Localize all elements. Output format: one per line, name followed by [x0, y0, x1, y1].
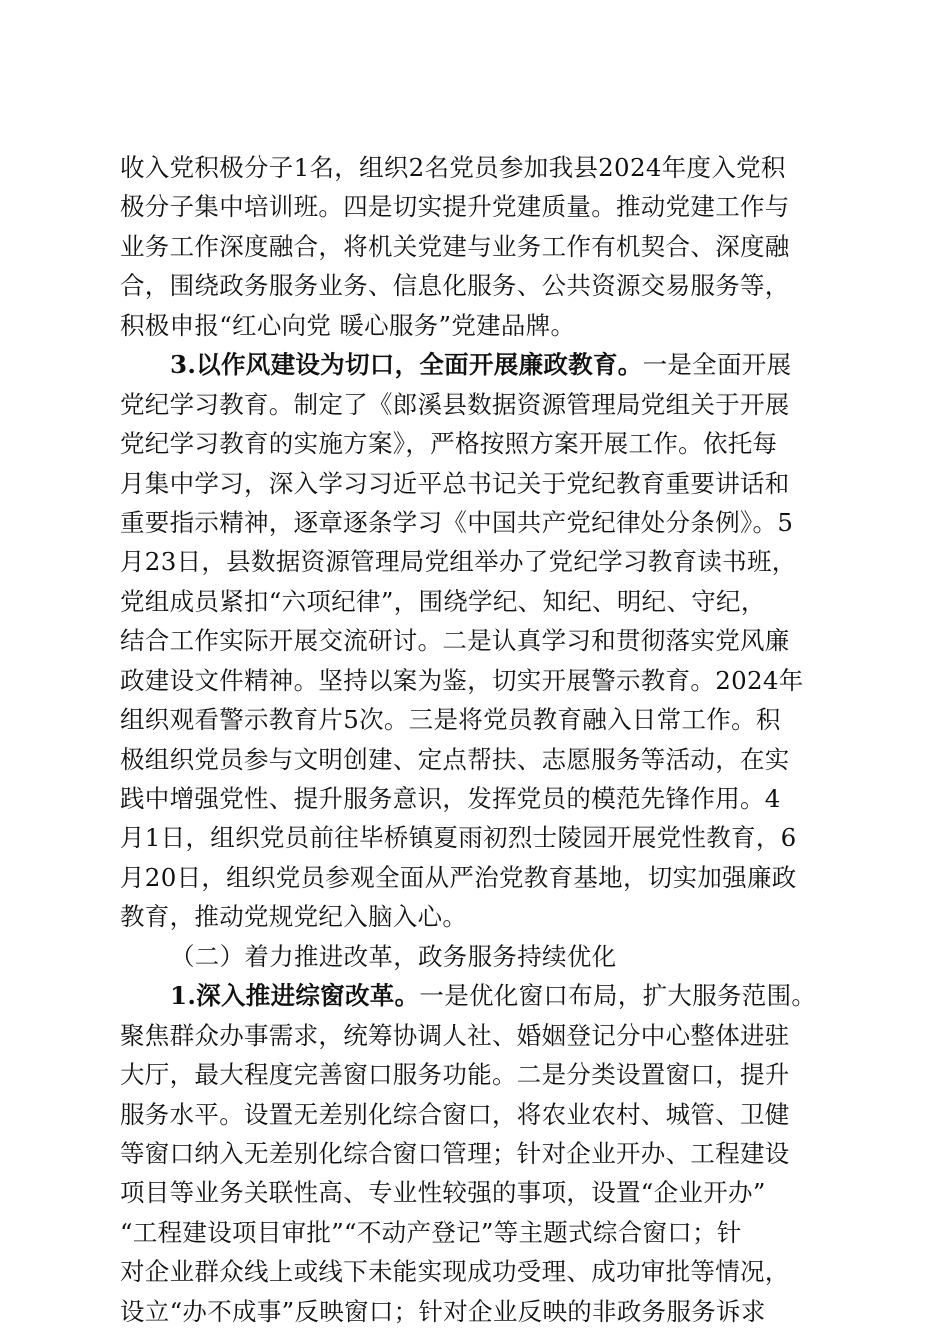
text-line: 极分子集中培训班。四是切实提升党建质量。推动党建工作与: [120, 192, 790, 222]
text-line: 项目等业务关联性高、专业性较强的事项，设置“企业开办”: [120, 1178, 766, 1208]
text-line: 合，围绕政务服务业务、信息化服务、公共资源交易服务等，: [120, 271, 790, 301]
paragraph-1-lead: 一是优化窗口布局，扩大服务范围。: [419, 981, 817, 1011]
text-line: “工程建设项目审批”“不动产登记”等主题式综合窗口；针: [120, 1217, 742, 1247]
paragraph-1-first-line: [120, 976, 832, 1015]
text-line: 党组成员紧扣“六项纪律”，围绕学纪、知纪、明纪、守纪，: [120, 586, 766, 616]
text-line: 党纪学习教育。制定了《郎溪县数据资源管理局党组关于开展: [120, 389, 790, 419]
paragraph-3-heading: 3.以作风建设为切口，全面开展廉政教育。: [170, 350, 643, 380]
text-line: 业务工作深度融合，将机关党建与业务工作有机契合、深度融: [120, 231, 790, 261]
text-line: 对企业群众线上或线下未能实现成功受理、成功审批等情况，: [120, 1257, 790, 1287]
text-line: 政建设文件精神。坚持以案为鉴，切实开展警示教育。2024年: [120, 665, 804, 695]
text-line: 党纪学习教育的实施方案》，严格按照方案开展工作。依托每: [120, 429, 778, 459]
section-2-heading: （二）着力推进改革，政务服务持续优化: [170, 941, 617, 971]
text-line: 月20日，组织党员参观全面从严治党教育基地，切实加强廉政: [120, 862, 797, 892]
document-body: [120, 148, 832, 1331]
paragraph-1-heading: 1.深入推进综窗改革。: [170, 981, 420, 1011]
text-line: 收入党积极分子1名，组织2名党员参加我县2024年度入党积: [120, 153, 786, 182]
text-line: 践中增强党性、提升服务意识，发挥党员的模范先锋作用。4: [120, 784, 781, 813]
text-line: 积极申报“红心向党 暖心服务”党建品牌。: [120, 310, 576, 340]
text-line: 组织观看警示教育片5次。三是将党员教育融入日常工作。积: [120, 705, 781, 735]
paragraph-3-lead: 一是全面开展: [642, 350, 792, 380]
text-line: 设立“办不成事”反映窗口；针对企业反映的非政务服务诉求: [120, 1296, 766, 1326]
text-line: 月集中学习，深入学习习近平总书记关于党纪教育重要讲话和: [120, 468, 790, 498]
text-line: 服务水平。设置无差别化综合窗口，将农业农村、城管、卫健: [120, 1099, 790, 1129]
text-line: 结合工作实际开展交流研讨。二是认真学习和贯彻落实党风廉: [120, 626, 790, 656]
paragraph-3-first-line: [120, 345, 832, 384]
text-line: 教育，推动党规党纪入脑入心。: [120, 902, 468, 932]
text-line: 等窗口纳入无差别化综合窗口管理；针对企业开办、工程建设: [120, 1138, 790, 1168]
text-line: 月23日，县数据资源管理局党组举办了党纪学习教育读书班，: [120, 547, 797, 577]
text-line: 极组织党员参与文明创建、定点帮扶、志愿服务等活动，在实: [120, 744, 790, 774]
text-line: 重要指示精神，逐章逐条学习《中国共产党纪律处分条例》。5: [120, 507, 794, 537]
text-line: 大厅，最大程度完善窗口服务功能。二是分类设置窗口，提升: [120, 1060, 790, 1090]
text-line: 聚焦群众办事需求，统筹协调人社、婚姻登记分中心整体进驻: [120, 1020, 790, 1050]
text-line: 月1日，组织党员前往毕桥镇夏雨初烈士陵园开展党性教育，6: [120, 823, 797, 853]
